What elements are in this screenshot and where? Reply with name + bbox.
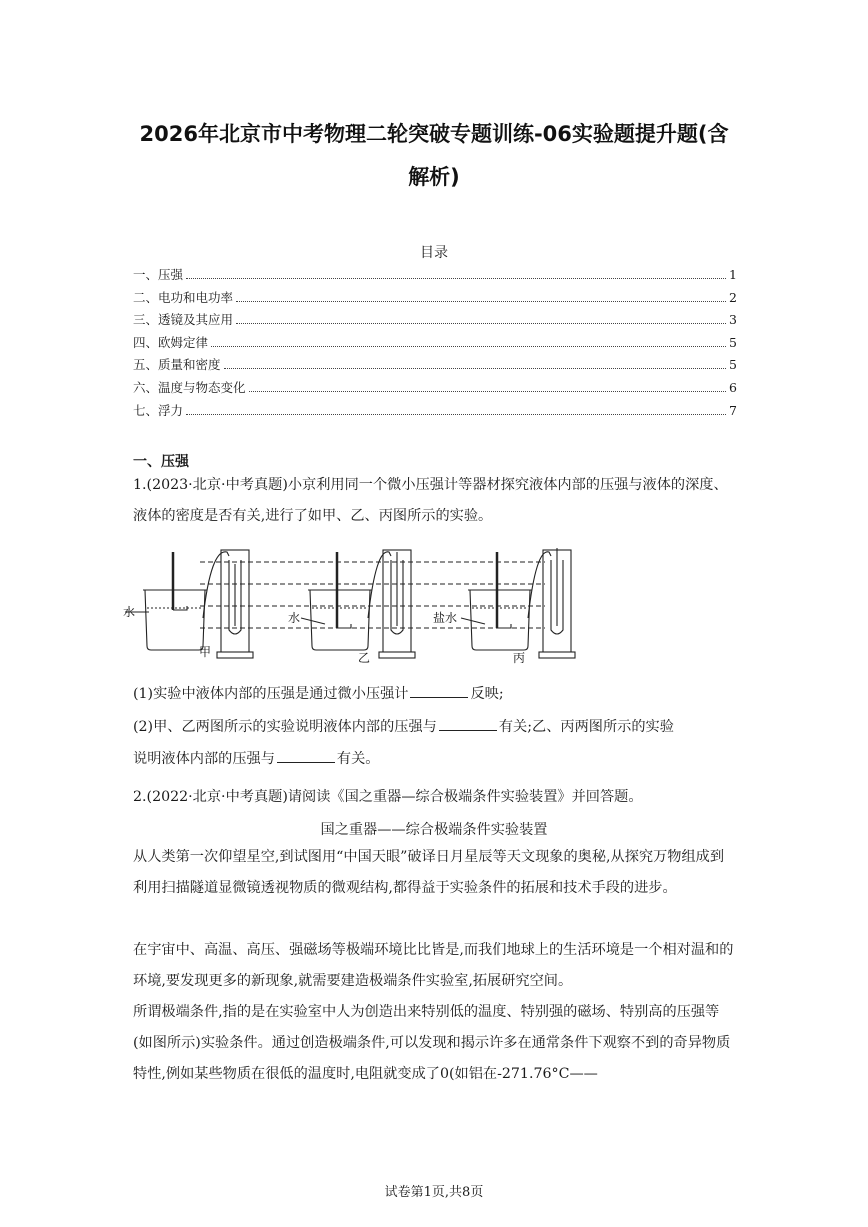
sub-2-text-b: 有关;乙、丙两图所示的实验 — [498, 719, 674, 735]
toc-item-page: 6 — [729, 379, 737, 395]
toc-dot-leader — [236, 301, 726, 302]
toc-item[interactable] — [133, 310, 737, 333]
question-1-sub-1 — [133, 683, 504, 703]
caption-yi: 乙 — [358, 651, 371, 665]
toc-item-label: 一、压强 — [133, 267, 184, 282]
toc-dot-leader — [211, 346, 726, 347]
article-paragraph-2: 在宇宙中、高温、高压、强磁场等极端环境比比皆是,而我们地球上的生活环境是一个相对温和的环境,要发现更多的新现象,就需要建造极端条件实验室,拓展研究空间。 — [133, 942, 734, 989]
toc-item-page: 5 — [729, 357, 737, 373]
liquid-label-jia: 水 — [123, 605, 136, 619]
toc-heading: 目录 — [420, 245, 448, 261]
toc-item-page: 2 — [729, 289, 737, 305]
toc-item-label: 四、欧姆定律 — [133, 334, 209, 350]
toc-item-page: 1 — [729, 267, 737, 282]
toc-item[interactable] — [133, 265, 737, 288]
article-paragraph-3: 所谓极端条件,指的是在实验室中人为创造出来特别低的温度、特别强的磁场、特别高的压强等(如图所示)实验条件。通过创造极端条件,可以发现和揭示许多在通常条件下观察不到的奇异物质特性,例如某些物质在很低的温度时,电阻就变成了0(如铝在-271.76°C—— — [133, 1004, 731, 1082]
apparatus-jia — [125, 550, 253, 658]
question-1-sub-2 — [133, 716, 674, 736]
toc-item-label: 五、质量和密度 — [133, 357, 221, 373]
answer-blank-1[interactable] — [410, 685, 468, 698]
document-title-line-1: 2026年北京市中考物理二轮突破专题训练-06实验题提升题(含 — [139, 122, 729, 146]
section-heading-pressure: 一、压强 — [133, 454, 189, 470]
toc-dot-leader — [186, 414, 726, 415]
apparatus-bing — [461, 548, 575, 658]
answer-blank-3[interactable] — [277, 750, 335, 763]
toc-item-label: 六、温度与物态变化 — [133, 379, 246, 395]
article-paragraph-1: 从人类第一次仰望星空,到试图用“中国天眼”破译日月星辰等天文现象的奥秘,从探究万物组成到利用扫描隧道显微镜透视物质的微观结构,都得益于实验条件的拓展和技术手段的进步。 — [133, 849, 725, 896]
sub-1-text-a: (1)实验中液体内部的压强是通过微小压强计 — [133, 686, 409, 702]
toc-item[interactable] — [133, 401, 737, 424]
toc-item[interactable] — [133, 378, 737, 401]
toc-item-page: 3 — [729, 312, 737, 328]
page-footer: 试卷第1页,共8页 — [384, 1185, 484, 1200]
question-1-sub-2-cont — [133, 748, 379, 768]
toc-dot-leader — [236, 323, 726, 324]
toc-dot-leader — [224, 368, 727, 369]
toc-item-label: 二、电功和电功率 — [133, 289, 234, 305]
document-title-line-2: 解析) — [408, 165, 460, 189]
liquid-label-yi: 水 — [288, 611, 301, 625]
toc-item-page: 7 — [729, 402, 737, 418]
sub-1-text-b: 反映; — [470, 686, 504, 702]
article-title: 国之重器——综合极端条件实验装置 — [320, 822, 548, 838]
sub-2-text-c: 说明液体内部的压强与 — [133, 751, 275, 767]
apparatus-yi — [301, 550, 415, 658]
toc-item[interactable] — [133, 333, 737, 356]
toc-dot-leader — [249, 391, 727, 392]
question-1-text: 1.(2023·北京·中考真题)小京利用同一个微小压强计等器材探究液体内部的压强与液体的深度、液体的密度是否有关,进行了如甲、乙、丙图所示的实验。 — [133, 477, 728, 524]
toc-item-label: 七、浮力 — [133, 402, 184, 418]
liquid-label-bing: 盐水 — [433, 611, 458, 625]
sub-2-text-a: (2)甲、乙两图所示的实验说明液体内部的压强与 — [133, 719, 437, 735]
answer-blank-2[interactable] — [439, 718, 497, 731]
question-2-text: 2.(2022·北京·中考真题)请阅读《国之重器—综合极端条件实验装置》并回答题。 — [133, 789, 643, 805]
caption-bing: 丙 — [513, 651, 526, 665]
caption-jia: 甲 — [199, 645, 212, 659]
table-of-contents — [133, 265, 737, 423]
toc-item[interactable] — [133, 288, 737, 311]
toc-item-page: 5 — [729, 334, 737, 350]
toc-item-label: 三、透镜及其应用 — [133, 312, 234, 328]
toc-item[interactable] — [133, 355, 737, 378]
pressure-experiment-figure — [125, 538, 585, 666]
sub-2-text-d: 有关。 — [336, 751, 380, 767]
toc-dot-leader — [186, 278, 726, 279]
